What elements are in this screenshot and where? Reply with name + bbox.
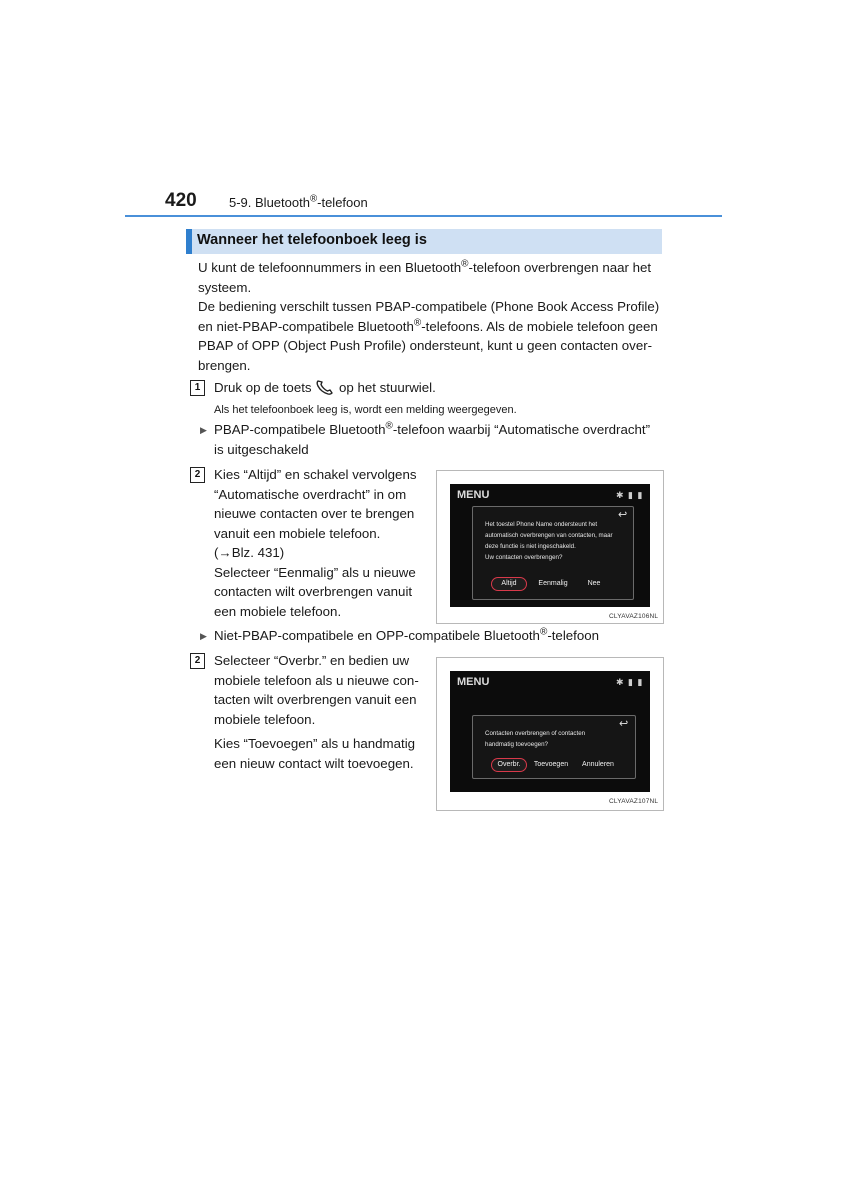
annuleren-button[interactable]: Annuleren [582,761,614,768]
step-1-note: Als het telefoonboek leeg is, wordt een melding weergegeven. [214,404,517,416]
dialog-message: Het toestel Phone Name ondersteunt het automatisch overbrengen van contacten, maar deze functie is niet ingeschakeld. Uw contacten overbrengen? [485,521,613,561]
step-2-text-second: Selecteer “Overbr.” en bedien uw mobiele telefoon als u nieuwe con- tacten wilt overbrengen vanuit een mobiele telefoon. Kies “Toevoegen” als u handmatig een nieuw contact wilt toevoegen. [214,653,419,771]
back-arrow-icon[interactable]: ↩ [619,718,629,730]
figure-code: CLYAVAZ107NL [609,798,659,805]
bullet-marker: ▶ [200,631,207,641]
transfer-dialog [472,506,634,600]
menu-label: MENU [457,676,490,688]
nee-button[interactable]: Nee [587,580,601,587]
toevoegen-button[interactable]: Toevoegen [533,761,569,768]
step-number-1: 1 [190,380,205,396]
transfer-dialog [472,715,636,779]
page-number: 420 [165,190,197,211]
step-2-text-first: Kies “Altijd” en schakel vervolgens “Automatische overdracht” in om nieuwe contacten over te brengen vanuit een mobiele telefoon. (→Blz. 431) Selecteer “Eenmalig” als u nieuwe contacten wilt overbrengen vanuit een mobiele telefoon. [214,467,417,619]
header-rule [125,215,722,217]
figure-code: CLYAVAZ106NL [609,613,659,620]
status-icons: ✱ ▮ ▮ [616,490,644,500]
bullet-2-text: Niet-PBAP-compatibele en OPP-compatibele Bluetooth®-telefoon [214,626,600,643]
section-reference: 5-9. Bluetooth®-telefoon [229,193,368,210]
back-arrow-icon[interactable]: ↩ [618,509,628,521]
intro-paragraph-2: De bediening verschilt tussen PBAP-compatibele (Phone Book Access Profile) en niet-PBAP-compatibele Bluetooth®-telefoons. Als de mobiele telefoon geen PBAP of OPP (Object Push Profile) ondersteunt, kunt u geen contacten over- brengen. [198,299,660,373]
screen-display-1 [450,484,650,607]
bullet-marker: ▶ [200,425,207,435]
bullet-1-text: PBAP-compatibele Bluetooth®-telefoon waarbij “Automatische overdracht” is uitgeschakeld [214,420,651,457]
screenshot-frame-2 [436,657,664,811]
section-heading: Wanneer het telefoonboek leeg is [197,232,427,248]
status-icons: ✱ ▮ ▮ [616,677,644,687]
eenmalig-button[interactable]: Eenmalig [538,580,568,587]
overbr-button[interactable]: Overbr. [491,758,527,772]
step-1-text: Druk op de toets op het stuurwiel. [214,380,436,395]
menu-label: MENU [457,489,490,501]
step-number-2: 2 [190,653,205,669]
dialog-message: Contacten overbrengen of contacten handmatig toevoegen? [485,730,586,748]
altijd-button[interactable]: Altijd [491,577,527,591]
screenshot-frame-1 [436,470,664,624]
phone-icon [315,379,335,395]
screen-display-2 [450,671,650,792]
intro-paragraph-1: U kunt de telefoonnummers in een Bluetooth®-telefoon overbrengen naar het systeem. [198,258,652,295]
step-number-2: 2 [190,467,205,483]
section-heading-accent [186,229,192,254]
